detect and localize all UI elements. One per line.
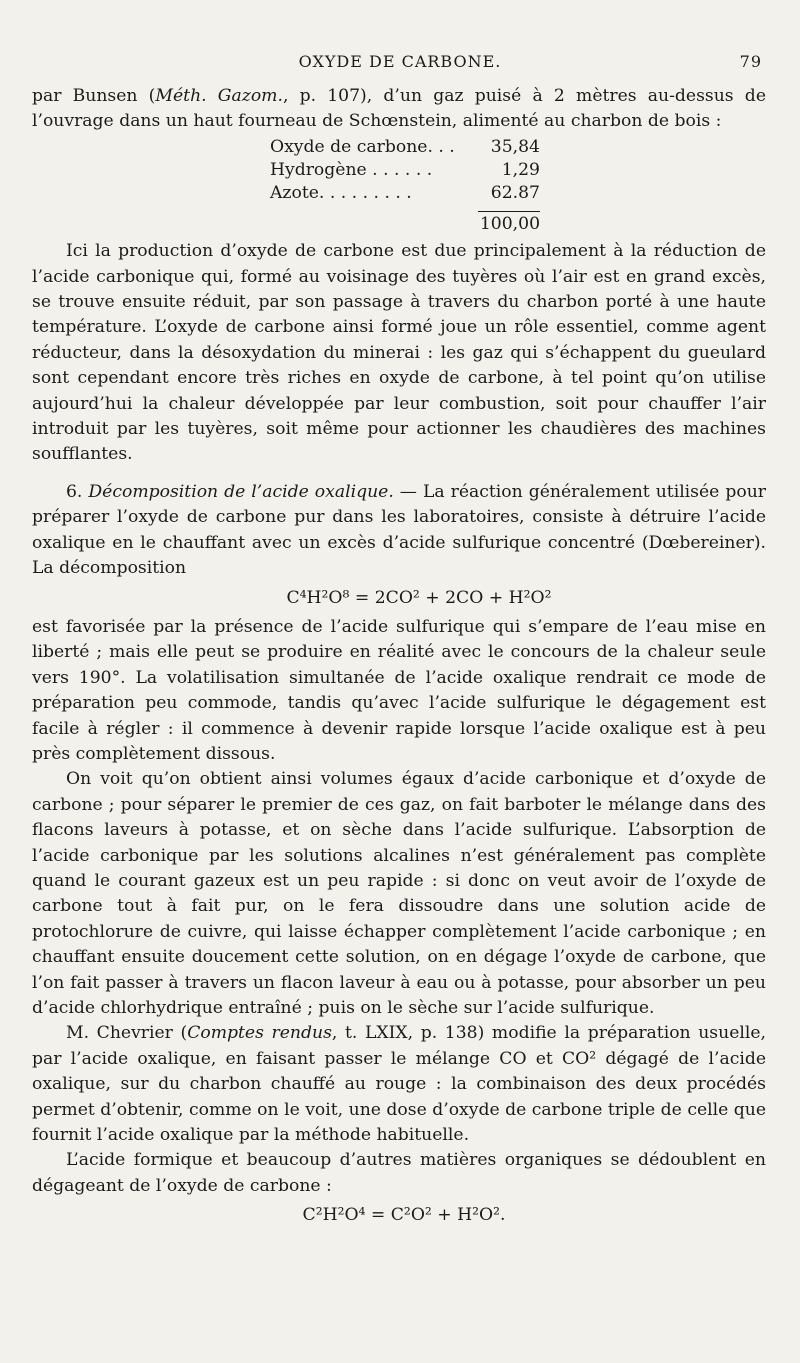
equation-formic: C²H²O⁴ = C²O² + H²O². [302,1205,506,1226]
paragraph-separation: On voit qu’on obtient ainsi volumes égaux d’acide carbonique et d’oxyde de carbone ; pour séparer le premier de ces gaz, on fait barboter le mélange dans des flacons laveurs à potasse, et on sèche dans l’acide sulfurique. L’absorption de l’acide carbonique par les solutions alcalines n’est généralement pas complète quand le courant gazeux est un peu rapide : si donc on veut avoir de l’oxyde de carbone tout à fait pur, on le fera dissoudre dans une solution acide de protochlorure de cuivre, qui laisse échapper complètement l’acide carbonique ; en chauffant ensuite doucement cette solution, on en dégage l’oxyde de carbone, que l’on fait passer à travers un flacon laveur à eau ou à potasse, pour absorber un peu d’acide chlorhydrique entraîné ; puis on le sèche sur l’acide sulfurique. [32,769,766,1018]
paragraph-formic: L’acide formique et beaucoup d’autres matières organiques se dédoublent en dégageant de l’oxyde de carbone : [32,1150,766,1196]
citation-title: Comptes rendus [187,1023,332,1044]
paragraph-text: par Bunsen ( [32,86,156,106]
paragraph-text: , t. LXIX, p. 138) modifie la préparation usuelle, par l’acide oxalique, en faisant passer le mélange CO et CO² dégagé de l’acide oxalique, sur du charbon chauffé au rouge : la combinaison des deux procédés permet d’obtenir, comme on le voit, une dose d’oxyde de carbone triple de celle que fournit l’acide oxalique par la méthode habituelle. [32,1023,766,1146]
component-value: 35,84 [490,137,540,158]
component-label: Azote. . . . . . . . . [270,183,418,204]
page-number: 79 [739,52,762,71]
component-label: Oxyde de carbone. . . [270,137,461,158]
paragraph-text: — La réaction généralement utilisée pour préparer l’oxyde de carbone pur dans les laboratoires, consiste à détruire l’acide oxalique en le chauffant avec un excès d’acide sulfurique concentré (Dœbereiner). La décomposition [32,481,766,579]
composition-total: 100,00 [479,213,540,234]
paragraph-text: , p. 107), d’un gaz puisé à 2 mètres au-dessus de l’ouvrage dans un haut fourneau de Schœnstein, alimenté au charbon de bois : [32,86,766,132]
equation-oxalic: C⁴H²O⁸ = 2CO² + 2CO + H²O² [286,587,552,608]
paragraph-chevrier [32,1021,766,1148]
component-value: 1,29 [501,160,540,181]
section-number: 6. [66,481,89,502]
running-header [30,52,770,76]
running-title: OXYDE DE CARBONE. [298,52,502,71]
table-row [270,184,570,207]
table-row [270,161,570,184]
table-total-row [270,212,570,237]
paragraph-sulfuric: est favorisée par la présence de l’acide sulfurique qui s’empare de l’eau mise en liberté ; mais elle peut se produire en réalité avec le concours de la chaleur seule vers 190°. La volatilisation simultanée de l’acide oxalique rendrait ce mode de préparation peu commode, tandis qu’avec l’acide sulfurique le dégagement est facile à régler : il commence à devenir rapide lorsque l’acide oxalique est à peu près complètement dissous. [32,616,766,764]
paragraph-text: M. Chevrier ( [66,1023,188,1044]
paragraph-oxalic-decomposition [32,480,766,582]
table-row [270,138,570,161]
composition-table [270,138,570,237]
page-body [32,84,766,1233]
paragraph-reduction: Ici la production d’oxyde de carbone est due principalement à la réduction de l’acide carbonique qui, formé au voisinage des tuyères où l’air est en grand excès, se trouve ensuite réduit, par son passage à travers du charbon porté à une haute température. L’oxyde de carbone ainsi formé joue un rôle essentiel, comme agent réducteur, dans la désoxydation du minerai : les gaz qui s’échappent du gueulard sont cependant encore très riches en oxyde de carbone, à tel point qu’on utilise aujourd’hui la chaleur développée par leur combustion, soit pour chauffer l’air introduit par les tuyères, soit même pour actionner les chaudières des machines soufflantes. [32,241,766,465]
paragraph-bunsen [32,84,766,135]
component-value: 62.87 [490,183,540,204]
section-heading: Décomposition de l’acide oxalique. [88,481,394,502]
component-label: Hydrogène . . . . . . [270,160,438,181]
citation-title: Méth. Gazom. [155,86,283,106]
